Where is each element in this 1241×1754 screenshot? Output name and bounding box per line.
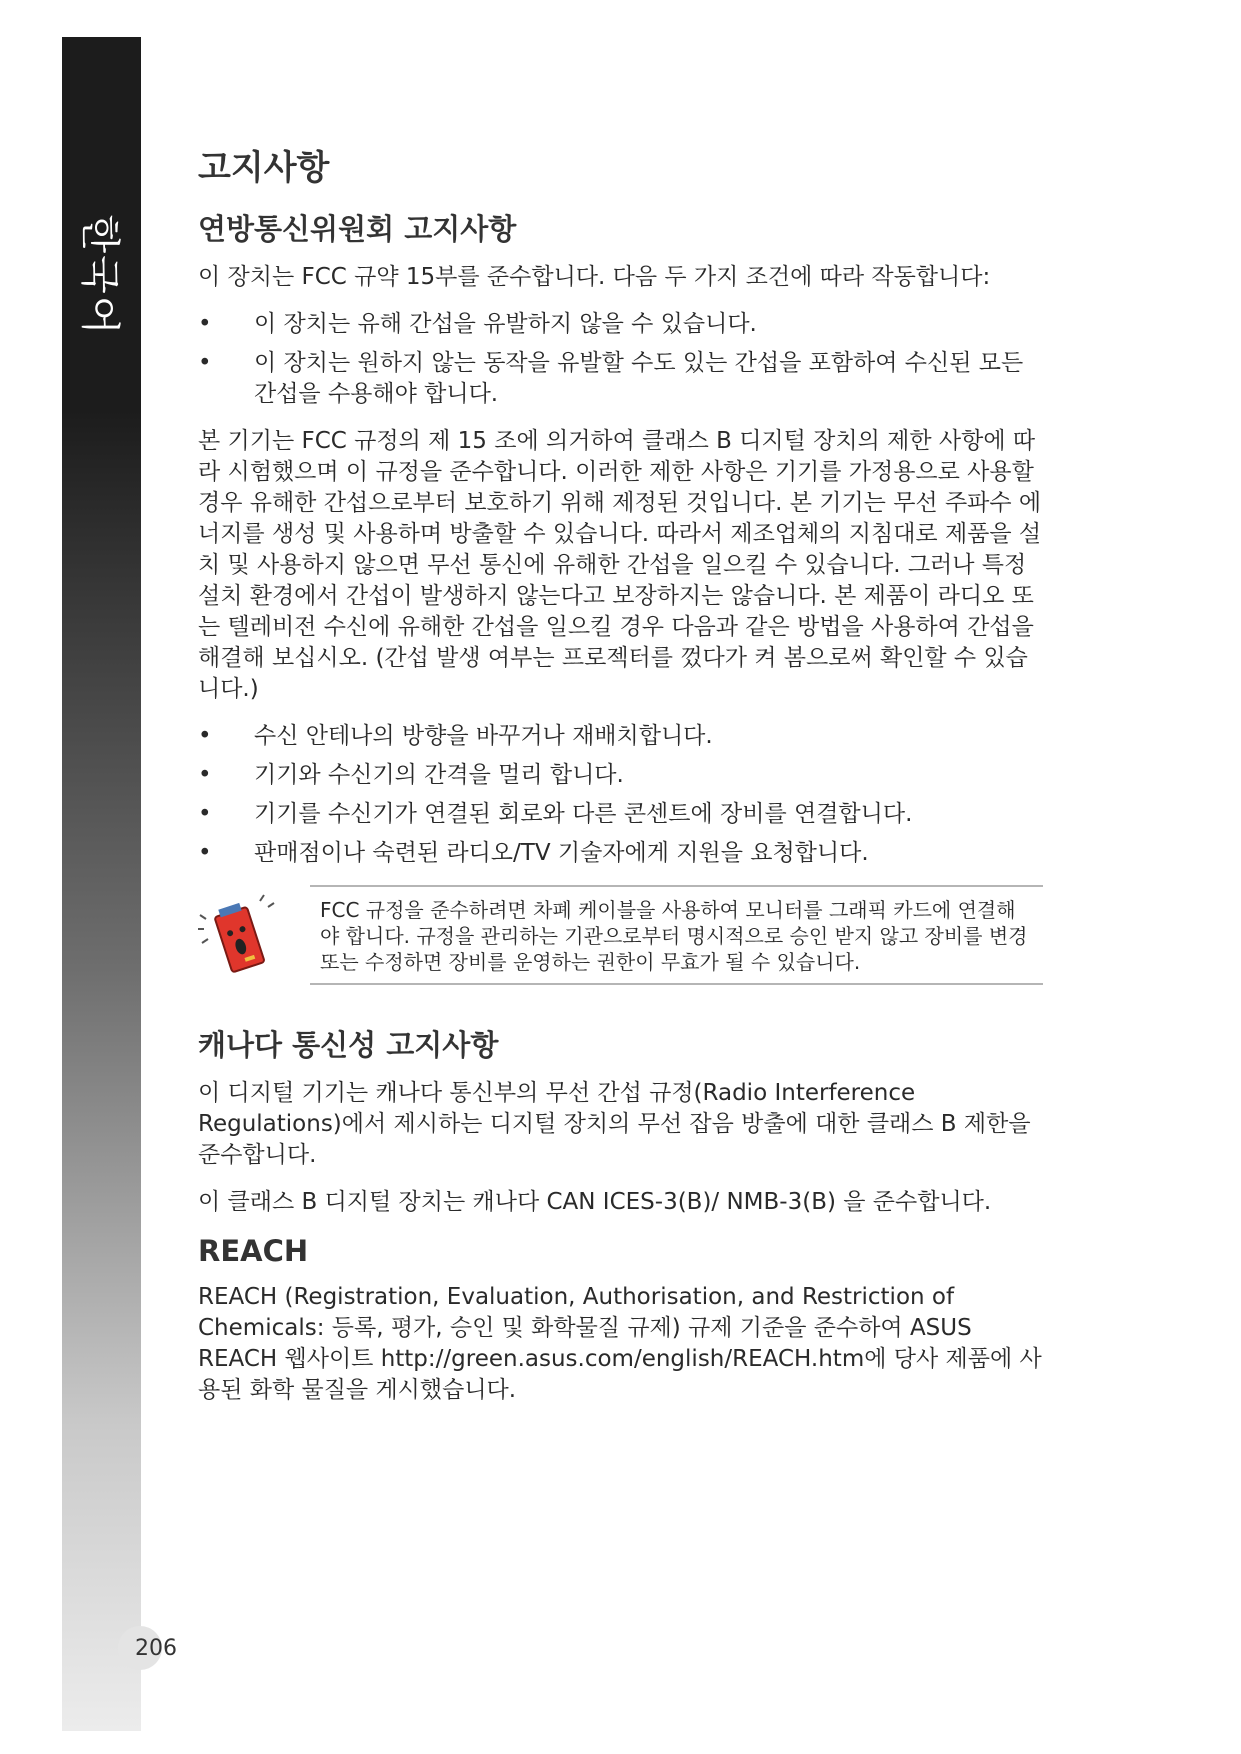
list-item: • 기기를 수신기가 연결된 회로와 다른 콘센트에 장비를 연결합니다.	[198, 801, 913, 827]
notice-text: FCC 규정을 준수하려면 차폐 케이블을 사용하여 모니터를 그래픽 카드에 연결해야 합니다. 규정을 관리하는 기관으로부터 명시적으로 승인 받지 않고 장비를 변경 또는 수정하면 장비를 운영하는 권한이 무효가 될 수 있습니다.	[310, 885, 1043, 985]
fcc-intro: 이 장치는 FCC 규약 15부를 준수합니다. 다음 두 가지 조건에 따라 작동합니다:	[198, 264, 991, 290]
canada-paragraph-2: 이 클래스 B 디지털 장치는 캐나다 CAN ICES-3(B)/ NMB-3(B) 을 준수합니다.	[198, 1189, 992, 1215]
list-item: • 수신 안테나의 방향을 바꾸거나 재배치합니다.	[198, 723, 713, 749]
page-title: 고지사항	[198, 148, 330, 188]
notice	[198, 885, 1043, 989]
content	[198, 140, 1043, 1422]
list-item: • 기기와 수신기의 간격을 멀리 합니다.	[198, 762, 624, 788]
fcc-heading: 연방통신위원회 고지사항	[198, 212, 517, 246]
reach-body: REACH (Registration, Evaluation, Authorisation, and Restriction of Chemicals: 등록, 평가, 승인 및 화학물질 규제) 규제 기준을 준수하여 ASUS REACH 웹사이트 http://green.asus.com/english/REACH.htm에 당사 제품에 사용된 화학 물질을 게시했습니다.	[198, 1284, 1042, 1403]
canada-heading: 캐나다 통신성 고지사항	[198, 1028, 499, 1062]
list-item: • 이 장치는 원하지 않는 동작을 유발할 수도 있는 간섭을 포함하여 수신된 모든 간섭을 수용해야 합니다.	[198, 350, 1024, 407]
canada-paragraph-1: 이 디지털 기기는 캐나다 통신부의 무선 간섭 규정(Radio Interference Regulations)에서 제시하는 디지털 장치의 무선 잡음 방출에 대한 클래스 B 제한을 준수합니다.	[198, 1080, 1031, 1168]
list-item: • 이 장치는 유해 간섭을 유발하지 않을 수 있습니다.	[198, 311, 757, 337]
fcc-measures-list	[198, 721, 1043, 869]
reach-heading: REACH	[198, 1234, 309, 1268]
fcc-body: 본 기기는 FCC 규정의 제 15 조에 의거하여 클래스 B 디지털 장치의 제한 사항에 따라 시험했으며 이 규정을 준수합니다. 이러한 제한 사항은 기기를 가정용으로 사용할 경우 유해한 간섭으로부터 보호하기 위해 제정된 것입니다. 본 기기는 무선 주파수 에너지를 생성 및 사용하며 방출할 수 있습니다. 따라서 제조업체의 지침대로 제품을 설치 및 사용하지 않으면 무선 통신에 유해한 간섭을 일으킬 수 있습니다. 그러나 특정 설치 환경에서 간섭이 발생하지 않는다고 보장하지는 않습니다. 본 제품이 라디오 또는 텔레비전 수신에 유해한 간섭을 일으킬 경우 다음과 같은 방법을 사용하여 간섭을 해결해 보십시오. (간섭 발생 여부는 프로젝터를 껐다가 켜 봄으로써 확인할 수 있습니다.)	[198, 428, 1042, 702]
warning-card-icon	[198, 893, 278, 979]
list-item: • 판매점이나 숙련된 라디오/TV 기술자에게 지원을 요청합니다.	[198, 840, 869, 866]
fcc-conditions-list	[198, 309, 1043, 410]
page-number: 206	[135, 1636, 177, 1661]
language-tab	[68, 215, 138, 335]
language-label: 한국어	[76, 214, 123, 336]
